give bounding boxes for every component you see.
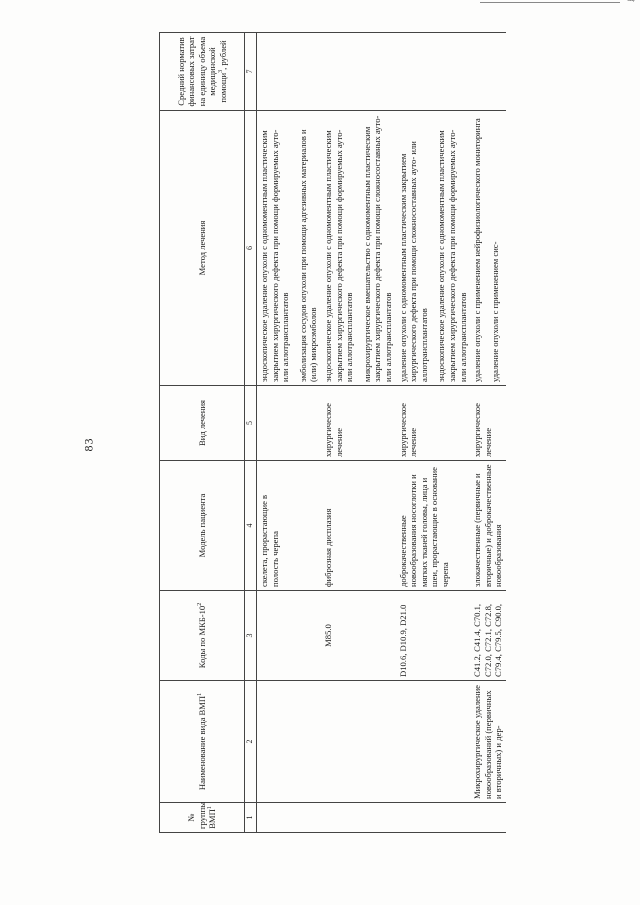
rotated-table-block (159, 33, 614, 833)
table-row (470, 33, 506, 833)
treatment-method-cell (320, 111, 395, 386)
treatment-method-cell (256, 111, 320, 386)
method-text: эндоскопическое удаление опухоли с одномоментным пластическим закрытием хирургического дефекта при помощи формируемых ауто- или аллотрансплантатов (258, 129, 290, 382)
patient-model-cell: фиброзная дисплазия (320, 461, 395, 591)
patient-model-cell: доброкачественные новообразования носоглотки и мягких тканей головы, лица и шеи, прорастающие в основание черепа (395, 461, 470, 591)
page-number: 83 (81, 437, 96, 452)
icd-codes-cell: M85.0 (320, 591, 395, 681)
method-text: эмболизация сосудов опухоли при помощи адгезивных материалов и (или) микроэмболов (297, 129, 318, 382)
corner-mark: ‾˜ˆ′ (624, 0, 635, 8)
icd-codes-cell: C41.2, C41.4, C70.1, C72.0, C72.1, C72.8, C79.4, C79.5, C90.0, (470, 591, 506, 681)
group-number-cell (470, 803, 506, 833)
method-text: эндоскопическое удаление опухоли с одномоментным пластическим закрытием хирургического дефекта при помощи формируемых ауто- или аллотрансплантатов (322, 129, 354, 382)
method-text: эндоскопическое удаление опухоли с одномоментным пластическим закрытием хирургического дефекта при помощи формируемых ауто- или аллотрансплантатов (435, 129, 467, 382)
patient-model-cell: злокачественные (первичные и вторичные) и доброкачественные новообразования (470, 461, 506, 591)
table-row (320, 33, 395, 833)
vmp-name-cell (320, 681, 395, 803)
column-number: 3 (244, 591, 256, 681)
cost-cell (320, 33, 395, 111)
method-text: удаление опухоли с применением нейрофизиологического мониторинга (471, 118, 482, 382)
vmp-name-cell (395, 681, 470, 803)
treatment-type-cell: хирургическое лечение (320, 386, 395, 461)
cost-cell (470, 33, 506, 111)
header-treatment-type: Вид лечения (159, 386, 244, 461)
cost-cell (256, 33, 320, 111)
patient-model-cell: скелета, прорастающие в полость черепа (256, 461, 320, 591)
table-row (256, 33, 320, 833)
header-patient-model: Модель пациента (159, 461, 244, 591)
method-text: удаление опухоли с одномоментным пластическим закрытием хирургического дефекта при помощи сложносоставных ауто- или аллотрансплантатов (397, 141, 429, 382)
icd-codes-cell: D10.6, D10.9, D21.0 (395, 591, 470, 681)
group-number-cell (256, 803, 320, 833)
group-number-cell (320, 803, 395, 833)
header-vmp-name: Наименование вида ВМП$^1$ (159, 681, 244, 803)
header-icd-codes: Коды по МКБ-$10^2$ (159, 591, 244, 681)
column-number: 2 (244, 681, 256, 803)
vmp-name-cell: Микрохирургическое удаление новообразований (первичных и вторичных) и дер- (470, 681, 506, 803)
header-cost-standard: Средний норматив финансовых затрат на единицу объема медицинской помощи$^3$, рублей (159, 33, 244, 111)
header-group-number: № группы ВМП$^1$ (159, 803, 244, 833)
column-number-row (244, 33, 256, 833)
column-number: 4 (244, 461, 256, 591)
group-number-cell (395, 803, 470, 833)
treatment-type-cell (256, 386, 320, 461)
method-text: микрохирургическое вмешательство с одномоментным пластическим закрытием хирургического дефекта при помощи сложносоставных ауто- или аллотрансплантатов (361, 115, 393, 382)
header-row (159, 33, 244, 833)
treatment-type-cell: хирургическое лечение (470, 386, 506, 461)
vmp-name-cell (256, 681, 320, 803)
cost-cell (395, 33, 470, 111)
method-text: удаление опухоли с применением сис- (489, 241, 500, 382)
column-number: 6 (244, 111, 256, 386)
corner-rule (480, 2, 620, 3)
icd-codes-cell (256, 591, 320, 681)
table-row (395, 33, 470, 833)
column-number: 7 (244, 33, 256, 111)
column-number: 1 (244, 803, 256, 833)
treatment-type-cell: хирургическое лечение (395, 386, 470, 461)
treatment-method-cell (470, 111, 506, 386)
column-number: 5 (244, 386, 256, 461)
header-treatment-method: Метод лечения (159, 111, 244, 386)
treatment-method-cell (395, 111, 470, 386)
vmp-table (159, 32, 506, 833)
